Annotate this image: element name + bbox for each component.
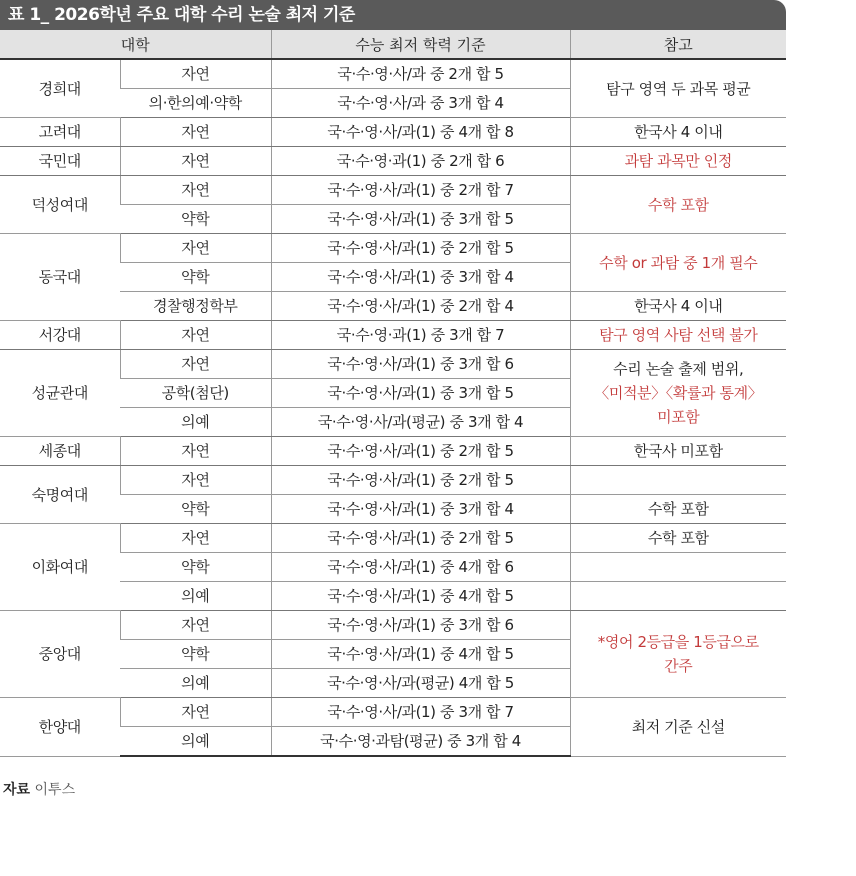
table-row (0, 698, 786, 727)
track-cell: 의예 (120, 669, 271, 698)
criteria-cell: 국·수·영·사/과(1) 중 4개 합 5 (271, 640, 570, 669)
criteria-table (0, 30, 786, 757)
table-title: 표 1_ 2026학년 주요 대학 수리 논술 최저 기준 (0, 0, 786, 30)
note-cell: 한국사 미포함 (570, 437, 786, 466)
criteria-cell: 국·수·영·사/과(1) 중 3개 합 6 (271, 611, 570, 640)
note-cell (570, 611, 786, 698)
university-cell: 덕성여대 (0, 176, 120, 234)
track-cell: 자연 (120, 118, 271, 147)
note-cell (570, 350, 786, 437)
source-text: 이투스 (34, 782, 76, 798)
criteria-cell: 국·수·영·사/과 중 2개 합 5 (271, 59, 570, 89)
university-cell: 이화여대 (0, 524, 120, 611)
track-cell: 경찰행정학부 (120, 292, 271, 321)
criteria-cell: 국·수·영·사/과(1) 중 4개 합 6 (271, 553, 570, 582)
criteria-cell: 국·수·영·사/과 중 3개 합 4 (271, 89, 570, 118)
table-row (0, 466, 786, 495)
note-line: 간주 (664, 657, 693, 675)
note-cell: 수학 포함 (570, 495, 786, 524)
source-label: 자료 (3, 782, 31, 798)
criteria-cell: 국·수·영·사/과(1) 중 4개 합 5 (271, 582, 570, 611)
criteria-cell: 국·수·영·과탐(평균) 중 3개 합 4 (271, 727, 570, 757)
note-cell: 수학 포함 (570, 524, 786, 553)
table-row (0, 611, 786, 640)
header-note: 참고 (570, 30, 786, 59)
track-cell: 자연 (120, 234, 271, 263)
track-cell: 자연 (120, 437, 271, 466)
criteria-cell: 국·수·영·사/과(1) 중 3개 합 5 (271, 205, 570, 234)
criteria-cell: 국·수·영·사/과(1) 중 3개 합 5 (271, 379, 570, 408)
table-row (0, 350, 786, 379)
note-cell: 수학 or 과탐 중 1개 필수 (570, 234, 786, 292)
university-cell: 세종대 (0, 437, 120, 466)
track-cell: 약학 (120, 205, 271, 234)
track-cell: 약학 (120, 495, 271, 524)
university-cell: 동국대 (0, 234, 120, 321)
criteria-cell: 국·수·영·사/과(1) 중 2개 합 5 (271, 234, 570, 263)
criteria-cell: 국·수·영·사/과(평균) 중 3개 합 4 (271, 408, 570, 437)
track-cell: 자연 (120, 611, 271, 640)
criteria-cell: 국·수·영·사/과(1) 중 2개 합 5 (271, 524, 570, 553)
track-cell: 의·한의예·약학 (120, 89, 271, 118)
track-cell: 자연 (120, 466, 271, 495)
track-cell: 자연 (120, 147, 271, 176)
table-row (0, 234, 786, 263)
university-cell: 한양대 (0, 698, 120, 757)
table-row (0, 147, 786, 176)
track-cell: 자연 (120, 59, 271, 89)
track-cell: 자연 (120, 524, 271, 553)
criteria-cell: 국·수·영·사/과(1) 중 2개 합 4 (271, 292, 570, 321)
table-row (0, 176, 786, 205)
track-cell: 약학 (120, 263, 271, 292)
note-cell: 탐구 영역 사탐 선택 불가 (570, 321, 786, 350)
track-cell: 자연 (120, 698, 271, 727)
table-row (0, 437, 786, 466)
track-cell: 자연 (120, 176, 271, 205)
note-line: 미포함 (657, 408, 700, 426)
note-cell: 최저 기준 신설 (570, 698, 786, 757)
criteria-cell: 국·수·영·과(1) 중 3개 합 7 (271, 321, 570, 350)
university-cell: 숙명여대 (0, 466, 120, 524)
table-header-row (0, 30, 786, 59)
note-cell (570, 582, 786, 611)
university-cell: 국민대 (0, 147, 120, 176)
criteria-cell: 국·수·영·사/과(1) 중 3개 합 4 (271, 263, 570, 292)
note-cell: 과탐 과목만 인정 (570, 147, 786, 176)
track-cell: 약학 (120, 640, 271, 669)
criteria-cell: 국·수·영·사/과(1) 중 4개 합 8 (271, 118, 570, 147)
table-row (0, 524, 786, 553)
track-cell: 약학 (120, 553, 271, 582)
track-cell: 자연 (120, 321, 271, 350)
note-cell: 한국사 4 이내 (570, 118, 786, 147)
note-line: 수리 논술 출제 범위, (613, 360, 744, 378)
criteria-cell: 국·수·영·과(1) 중 2개 합 6 (271, 147, 570, 176)
university-cell: 중앙대 (0, 611, 120, 698)
track-cell: 의예 (120, 408, 271, 437)
note-line: *영어 2등급을 1등급으로 (597, 633, 759, 651)
criteria-cell: 국·수·영·사/과(1) 중 2개 합 5 (271, 466, 570, 495)
note-cell (570, 553, 786, 582)
table-row (0, 118, 786, 147)
source-credit (3, 779, 75, 799)
track-cell: 의예 (120, 582, 271, 611)
university-cell: 고려대 (0, 118, 120, 147)
criteria-cell: 국·수·영·사/과(1) 중 2개 합 5 (271, 437, 570, 466)
note-cell (570, 466, 786, 495)
track-cell: 의예 (120, 727, 271, 757)
criteria-cell: 국·수·영·사/과(1) 중 2개 합 7 (271, 176, 570, 205)
university-cell: 서강대 (0, 321, 120, 350)
note-cell: 한국사 4 이내 (570, 292, 786, 321)
criteria-cell: 국·수·영·사/과(1) 중 3개 합 6 (271, 350, 570, 379)
criteria-cell: 국·수·영·사/과(평균) 4개 합 5 (271, 669, 570, 698)
university-cell: 성균관대 (0, 350, 120, 437)
criteria-cell: 국·수·영·사/과(1) 중 3개 합 7 (271, 698, 570, 727)
note-line: 〈미적분〉〈확률과 통계〉 (594, 384, 763, 402)
table-row (0, 321, 786, 350)
table-row (0, 59, 786, 89)
header-criteria: 수능 최저 학력 기준 (271, 30, 570, 59)
note-cell: 수학 포함 (570, 176, 786, 234)
track-cell: 공학(첨단) (120, 379, 271, 408)
criteria-cell: 국·수·영·사/과(1) 중 3개 합 4 (271, 495, 570, 524)
university-cell: 경희대 (0, 59, 120, 118)
header-university: 대학 (0, 30, 271, 59)
track-cell: 자연 (120, 350, 271, 379)
note-cell: 탐구 영역 두 과목 평균 (570, 59, 786, 118)
